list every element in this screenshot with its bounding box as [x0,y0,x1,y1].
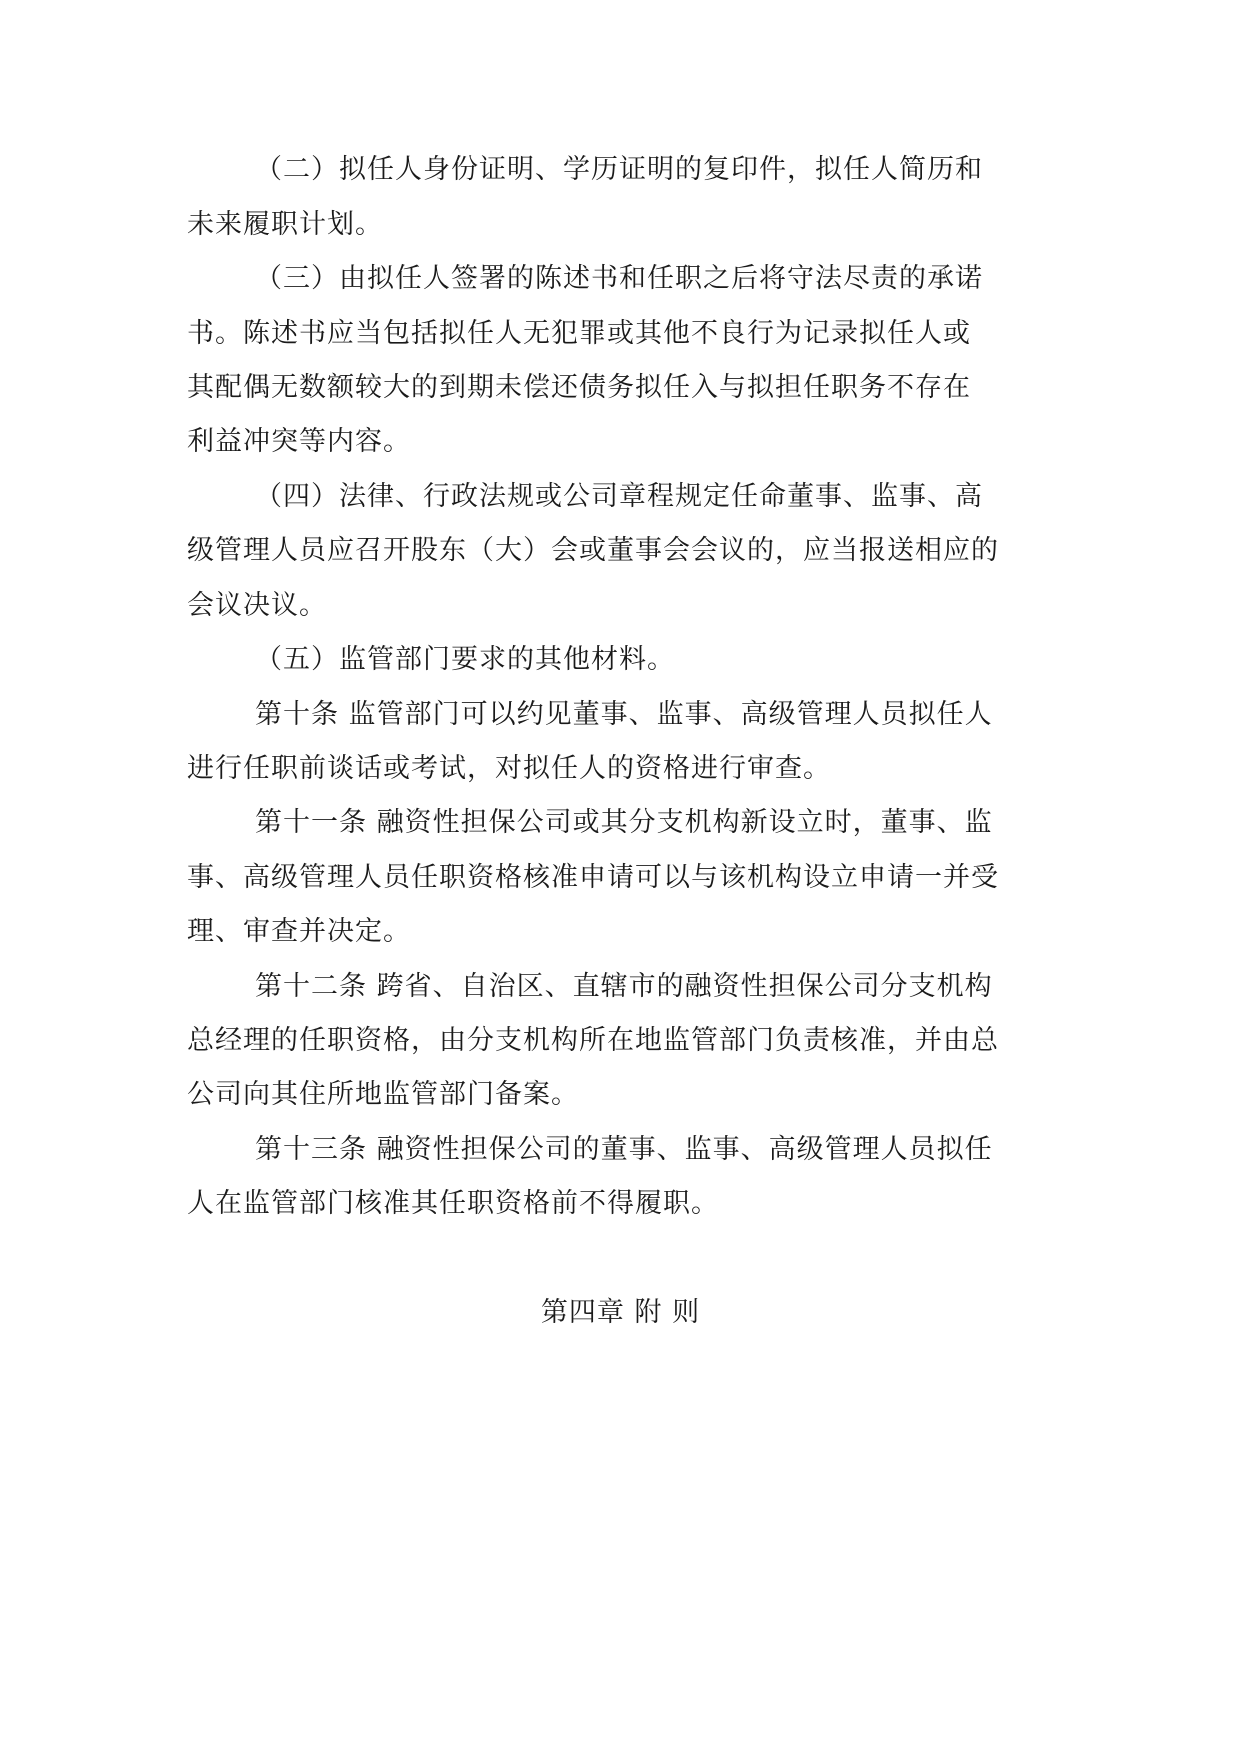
chapter-heading: 第四章 附 则 [540,1297,701,1328]
paragraph-3-line-1: （三）由拟任人签署的陈述书和任职之后将守法尽责的承诺 [255,263,983,294]
paragraph-2-line-1: （二）拟任人身份证明、学历证明的复印件，拟任人简历和 [255,154,983,185]
paragraph-3-line-4: 利益冲突等内容。 [187,426,411,457]
article-12-line-3: 公司向其住所地监管部门备案。 [187,1079,579,1110]
article-13-line-1: 第十三条 融资性担保公司的董事、监事、高级管理人员拟任 [255,1134,993,1165]
article-11-line-1: 第十一条 融资性担保公司或其分支机构新设立时，董事、监 [255,807,993,838]
article-10-line-1: 第十条 监管部门可以约见董事、监事、高级管理人员拟任人 [255,699,993,730]
article-12-line-2: 总经理的任职资格，由分支机构所在地监管部门负责核准，并由总 [187,1025,999,1056]
article-11-line-2: 事、高级管理人员任职资格核准申请可以与该机构设立申请一并受 [187,862,999,893]
paragraph-5-line-1: （五）监管部门要求的其他材料。 [255,644,675,675]
paragraph-2-line-2: 未来履职计划。 [187,209,383,240]
paragraph-4-line-1: （四）法律、行政法规或公司章程规定任命董事、监事、高 [255,481,983,512]
paragraph-4-line-2: 级管理人员应召开股东（大）会或董事会会议的，应当报送相应的 [187,535,999,566]
article-13-line-2: 人在监管部门核准其任职资格前不得履职。 [187,1188,719,1219]
paragraph-3-line-2: 书。陈述书应当包括拟任人无犯罪或其他不良行为记录拟任人或 [187,318,971,349]
paragraph-3-line-3: 其配偶无数额较大的到期未偿还债务拟任入与拟担任职务不存在 [187,372,971,403]
paragraph-4-line-3: 会议决议。 [187,590,327,621]
article-11-line-3: 理、审查并决定。 [187,916,411,947]
article-12-line-1: 第十二条 跨省、自治区、直辖市的融资性担保公司分支机构 [255,971,993,1002]
article-10-line-2: 进行任职前谈话或考试，对拟任人的资格进行审查。 [187,753,831,784]
